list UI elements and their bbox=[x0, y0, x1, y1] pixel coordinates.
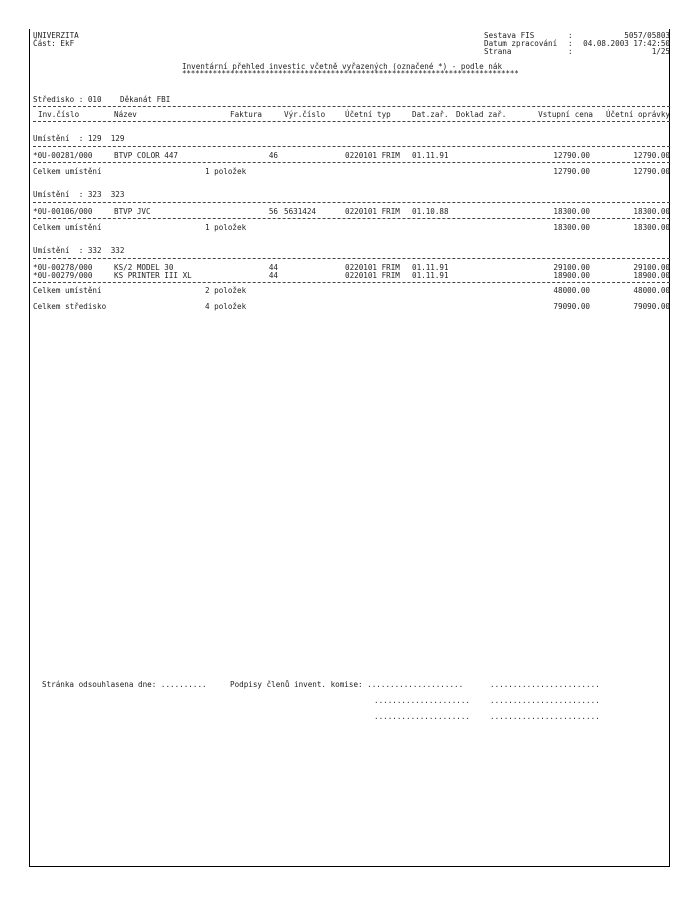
total-cena: 48000.00 bbox=[553, 286, 590, 295]
total-count: 1 položek bbox=[205, 223, 247, 232]
strana-value: 1/25 bbox=[651, 47, 670, 56]
col-header-dat: Dat.zař. bbox=[412, 110, 449, 119]
total-opravky: 12790.00 bbox=[633, 167, 670, 176]
divider bbox=[33, 162, 670, 163]
row-faktura: 44 bbox=[268, 271, 278, 280]
stredisko-label: Středisko : 010 bbox=[33, 95, 102, 104]
row-typ: 0220101 FRIM bbox=[345, 151, 400, 160]
sestava-value: 5057/05803 bbox=[624, 31, 670, 40]
signature-dots: ........................ bbox=[490, 712, 600, 721]
row-opravky: 18900.00 bbox=[633, 271, 670, 280]
row-typ: 0220101 FRIM bbox=[345, 271, 400, 280]
row-dat: 01.10.88 bbox=[412, 207, 449, 216]
datum-value: 04.08.2003 17:42:50 bbox=[583, 39, 670, 48]
strana-label: Strana bbox=[484, 47, 512, 56]
col-header-cena: Vstupní cena bbox=[538, 110, 593, 119]
col-header-typ: Účetní typ bbox=[345, 110, 391, 119]
row-opravky: 29100.00 bbox=[633, 263, 670, 272]
stredisko-name: Děkanát FBI bbox=[120, 95, 171, 104]
row-dat: 01.11.91 bbox=[412, 271, 449, 280]
title-underline: ***************************************************************************** bbox=[182, 69, 519, 78]
col-header-name: Název bbox=[114, 110, 137, 119]
grand-total-cena: 79090.00 bbox=[553, 302, 590, 311]
col-header-vyr: Výr.číslo bbox=[284, 110, 326, 119]
signature-dots: ........................ bbox=[490, 696, 600, 705]
divider bbox=[33, 282, 670, 283]
signature-dots: ........................ bbox=[490, 680, 600, 689]
row-vyr: 5631424 bbox=[284, 207, 317, 216]
row-inv: *0U-00278/000 bbox=[33, 263, 93, 272]
row-name: KS PRINTER III XL bbox=[114, 271, 192, 280]
sestava-label: Sestava FIS bbox=[484, 31, 535, 40]
row-typ: 0220101 FRIM bbox=[345, 263, 400, 272]
report-title: Inventární přehled investic včetně vyřazených (označené *) - podle nák bbox=[182, 62, 503, 71]
row-cena: 18300.00 bbox=[553, 207, 590, 216]
total-label: Celkem umístění bbox=[33, 167, 102, 176]
row-cena: 12790.00 bbox=[553, 151, 590, 160]
divider bbox=[33, 106, 670, 107]
col-header-opravky: Účetní oprávky bbox=[605, 110, 670, 119]
strana-sep: : bbox=[568, 47, 573, 56]
total-count: 1 položek bbox=[205, 167, 247, 176]
row-faktura: 46 bbox=[268, 151, 278, 160]
row-inv: *0U-00279/000 bbox=[33, 271, 93, 280]
row-dat: 01.11.91 bbox=[412, 263, 449, 272]
signatures-line: Podpisy členů invent. komise: ..................... bbox=[230, 680, 464, 689]
datum-label: Datum zpracování bbox=[484, 39, 558, 48]
signature-dots: ..................... bbox=[374, 712, 471, 721]
group-label: Umístění : 323 323 bbox=[33, 190, 125, 199]
approval-line: Stránka odsouhlasena dne: .......... bbox=[42, 680, 207, 689]
grand-total-opravky: 79090.00 bbox=[633, 302, 670, 311]
row-opravky: 18300.00 bbox=[633, 207, 670, 216]
row-faktura: 44 bbox=[268, 263, 278, 272]
col-header-faktura: Faktura bbox=[230, 110, 263, 119]
sestava-sep: : bbox=[568, 31, 573, 40]
org-name: UNIVERZITA bbox=[33, 31, 79, 40]
row-name: BTVP COLOR 447 bbox=[114, 151, 179, 160]
grand-total-count: 4 položek bbox=[205, 302, 247, 311]
total-count: 2 položek bbox=[205, 286, 247, 295]
row-cena: 29100.00 bbox=[553, 263, 590, 272]
divider bbox=[33, 258, 670, 259]
total-cena: 18300.00 bbox=[553, 223, 590, 232]
divider bbox=[33, 146, 670, 147]
row-opravky: 12790.00 bbox=[633, 151, 670, 160]
row-faktura: 56 bbox=[268, 207, 278, 216]
row-typ: 0220101 FRIM bbox=[345, 207, 400, 216]
total-cena: 12790.00 bbox=[553, 167, 590, 176]
row-inv: *0U-00106/000 bbox=[33, 207, 93, 216]
row-inv: *0U-00281/000 bbox=[33, 151, 93, 160]
row-name: BTVP JVC bbox=[114, 207, 151, 216]
signature-dots: ..................... bbox=[374, 696, 471, 705]
dept-name: Část: EkF bbox=[33, 39, 75, 48]
group-label: Umístění : 332 332 bbox=[33, 246, 125, 255]
total-label: Celkem umístění bbox=[33, 223, 102, 232]
divider bbox=[33, 218, 670, 219]
group-label: Umístění : 129 129 bbox=[33, 134, 125, 143]
total-opravky: 48000.00 bbox=[633, 286, 670, 295]
col-header-doklad: Doklad zař. bbox=[456, 110, 507, 119]
total-label: Celkem umístění bbox=[33, 286, 102, 295]
total-opravky: 18300.00 bbox=[633, 223, 670, 232]
divider bbox=[33, 121, 670, 122]
row-name: KS/2 MODEL 30 bbox=[114, 263, 174, 272]
grand-total-label: Celkem středisko bbox=[33, 302, 107, 311]
row-cena: 18900.00 bbox=[553, 271, 590, 280]
divider bbox=[33, 202, 670, 203]
row-dat: 01.11.91 bbox=[412, 151, 449, 160]
datum-sep: : bbox=[568, 39, 573, 48]
col-header-inv: Inv.číslo bbox=[38, 110, 80, 119]
